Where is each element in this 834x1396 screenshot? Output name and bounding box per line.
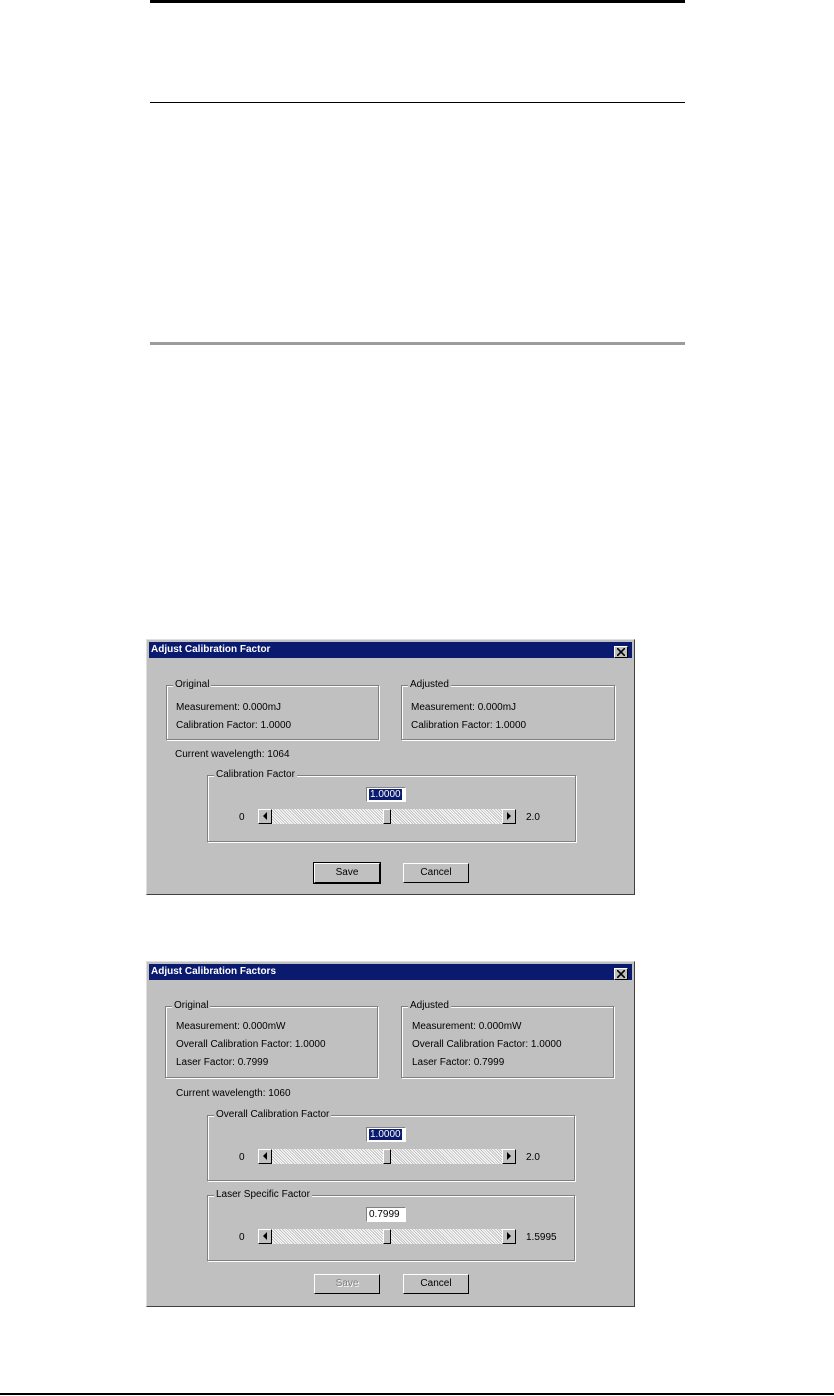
close-icon: [617, 648, 625, 656]
arrow-left-icon: [262, 812, 268, 820]
close-button[interactable]: [614, 646, 628, 658]
overall-calibration-factor-group: [207, 1109, 575, 1181]
laser-specific-factor-slider[interactable]: [258, 1229, 516, 1244]
overall-slider-min-label: 0: [239, 1152, 245, 1163]
laser-slider-min-label: 0: [239, 1232, 245, 1243]
dialog-title-bar: [149, 642, 632, 658]
slider-thumb[interactable]: [383, 1229, 391, 1244]
arrow-right-icon: [506, 1232, 512, 1240]
adjust-calibration-factor-dialog: [146, 639, 635, 895]
arrow-left-icon: [262, 1232, 268, 1240]
current-wavelength: Current wavelength: 1064: [175, 749, 290, 760]
top-rule: [150, 0, 685, 3]
arrow-left-icon: [262, 1152, 268, 1160]
overall-slider-max-label: 2.0: [526, 1152, 540, 1163]
slider-right-button[interactable]: [502, 1229, 516, 1244]
original-laser-factor: Laser Factor: 0.7999: [176, 1057, 269, 1068]
adjusted-group-title: Adjusted: [410, 679, 449, 690]
calibration-factor-input[interactable]: [366, 787, 406, 802]
slider-left-button[interactable]: [258, 809, 272, 824]
calibration-factor-slider[interactable]: [258, 809, 516, 824]
original-group: [166, 679, 379, 740]
slider-thumb[interactable]: [383, 1149, 391, 1164]
middle-rule: [150, 102, 685, 103]
original-group-title: Original: [175, 679, 210, 690]
adjusted-overall-calibration-factor: Overall Calibration Factor: 1.0000: [412, 1039, 562, 1050]
slider-max-label: 2.0: [526, 812, 540, 823]
slider-right-button[interactable]: [502, 1149, 516, 1164]
slider-left-button[interactable]: [258, 1149, 272, 1164]
adjusted-group: [401, 679, 615, 740]
current-wavelength: Current wavelength: 1060: [176, 1088, 291, 1099]
original-calibration-factor: Calibration Factor: 1.0000: [176, 720, 292, 731]
slider-right-button[interactable]: [502, 809, 516, 824]
dialog-title: Adjust Calibration Factors: [151, 966, 277, 977]
adjusted-calibration-factor: Calibration Factor: 1.0000: [411, 720, 527, 731]
adjusted-measurement: Measurement: 0.000mW: [412, 1021, 522, 1032]
laser-slider-max-label: 1.5995: [526, 1232, 557, 1243]
calibration-factor-group: [207, 769, 576, 842]
arrow-right-icon: [506, 1152, 512, 1160]
laser-specific-factor-group: [207, 1189, 575, 1261]
laser-specific-factor-value: 0.7999: [369, 1209, 400, 1220]
footer-rule: [0, 1393, 834, 1395]
overall-calibration-factor-group-title: Overall Calibration Factor: [216, 1109, 330, 1120]
slider-thumb[interactable]: [383, 809, 391, 824]
slider-min-label: 0: [239, 812, 245, 823]
original-overall-calibration-factor: Overall Calibration Factor: 1.0000: [176, 1039, 326, 1050]
section-rule: [150, 342, 685, 345]
original-measurement: Measurement: 0.000mJ: [176, 702, 282, 713]
adjust-calibration-factors-dialog: [146, 961, 635, 1307]
laser-specific-factor-group-title: Laser Specific Factor: [216, 1189, 310, 1200]
original-group-title: Original: [174, 1000, 209, 1011]
cancel-button[interactable]: Cancel: [403, 1274, 469, 1294]
overall-calibration-factor-value: 1.0000: [370, 1129, 401, 1140]
original-group: [165, 1000, 378, 1078]
adjusted-laser-factor: Laser Factor: 0.7999: [412, 1057, 505, 1068]
slider-left-button[interactable]: [258, 1229, 272, 1244]
calibration-factor-group-title: Calibration Factor: [216, 769, 295, 780]
dialog-title: Adjust Calibration Factor: [151, 644, 271, 655]
laser-specific-factor-input[interactable]: [366, 1207, 406, 1222]
arrow-right-icon: [506, 812, 512, 820]
calibration-factor-value: 1.0000: [370, 789, 401, 800]
save-button[interactable]: Save: [314, 863, 380, 883]
adjusted-group: [401, 1000, 614, 1078]
dialog-title-bar: [149, 964, 632, 980]
original-measurement: Measurement: 0.000mW: [176, 1021, 286, 1032]
adjusted-measurement: Measurement: 0.000mJ: [411, 702, 517, 713]
overall-calibration-factor-input[interactable]: [366, 1127, 406, 1142]
overall-calibration-factor-slider[interactable]: [258, 1149, 516, 1164]
save-button[interactable]: Save: [314, 1274, 380, 1294]
close-icon: [617, 970, 625, 978]
close-button[interactable]: [614, 968, 628, 980]
cancel-button[interactable]: Cancel: [403, 863, 469, 883]
adjusted-group-title: Adjusted: [410, 1000, 449, 1011]
